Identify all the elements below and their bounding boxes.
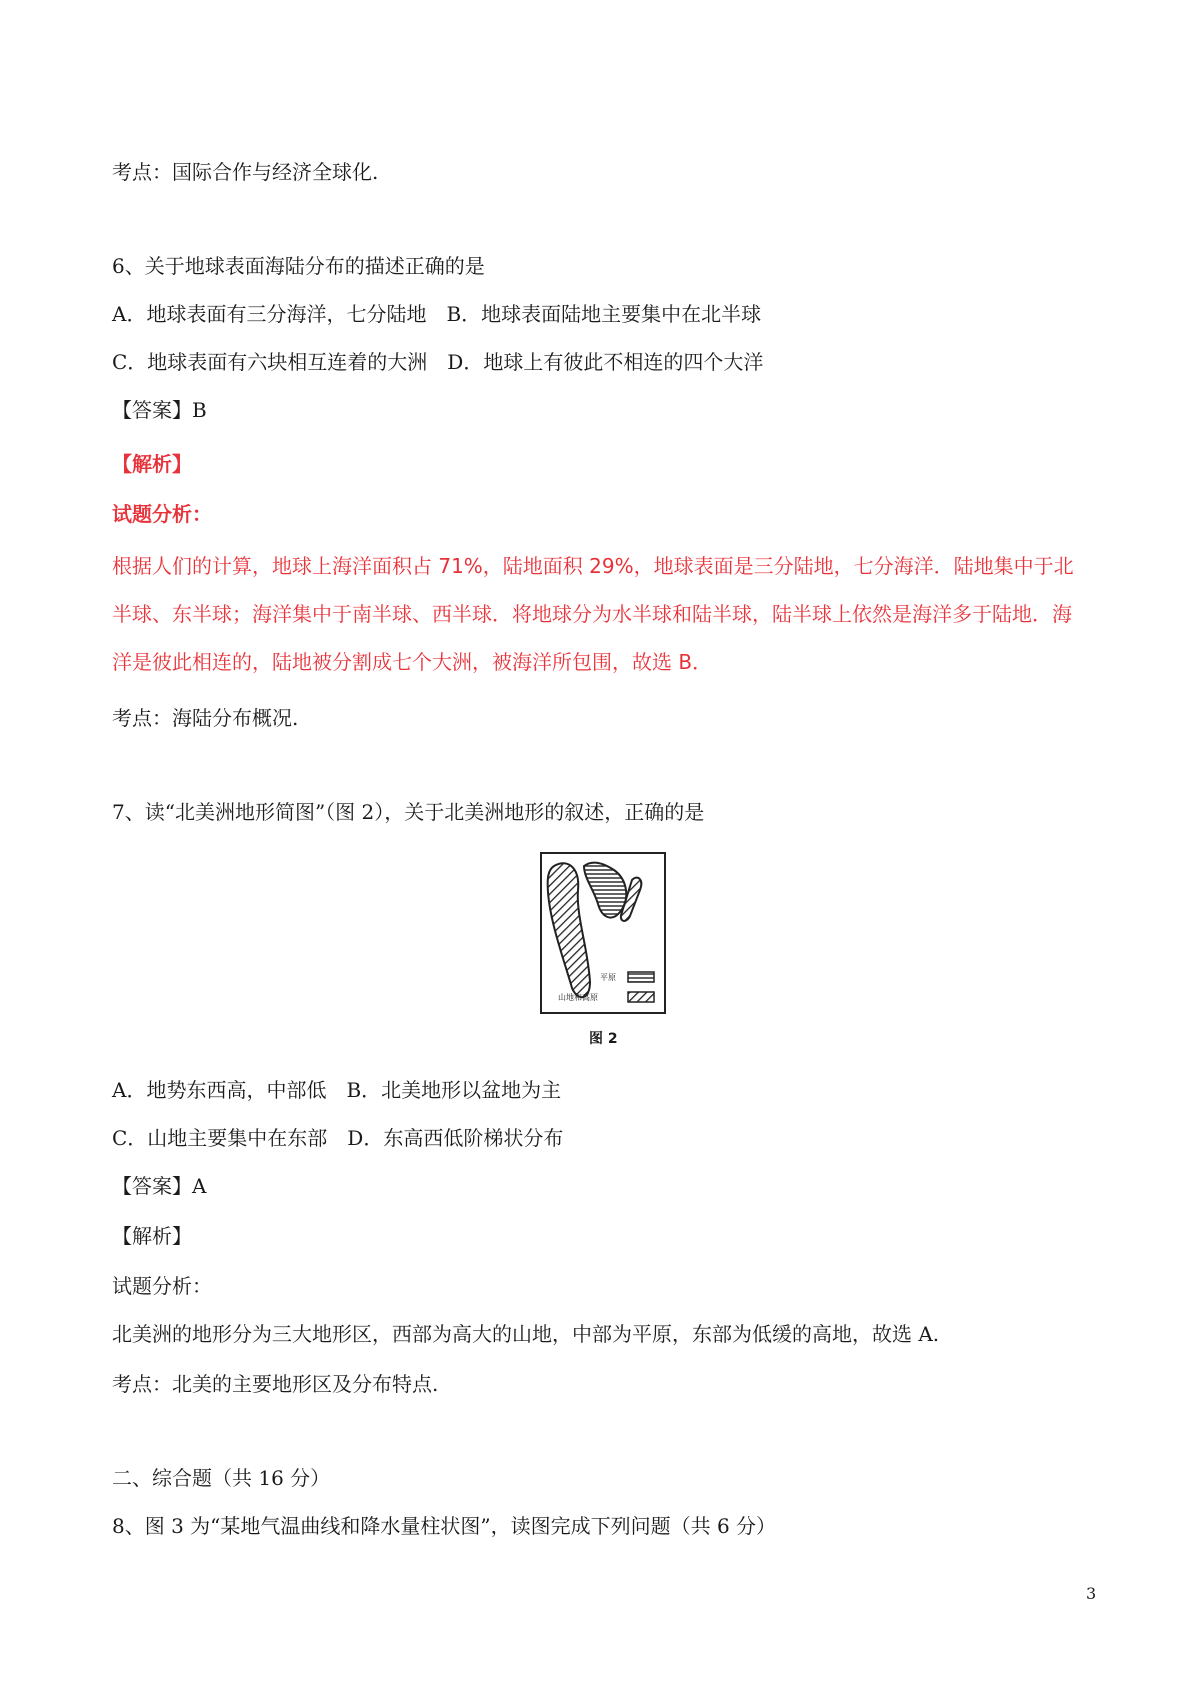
- north-america-terrain-map: [540, 852, 666, 1014]
- q6-analysis-sub: 试题分析：: [112, 502, 212, 526]
- q6-analysis-line-3: 洋是彼此相连的，陆地被分割成七个大洲，被海洋所包围，故选 B．: [112, 650, 713, 674]
- q7-answer: 【答案】A: [112, 1174, 207, 1198]
- q6-analysis-line-2: 半球、东半球；海洋集中于南半球、西半球．将地球分为水半球和陆半球，陆半球上依然是海洋多于陆地．海: [112, 602, 1072, 626]
- q7-kaodian: 考点：北美的主要地形区及分布特点.: [112, 1372, 439, 1396]
- legend-mountain-label: 山地和高原: [558, 993, 598, 1002]
- q6-analysis-label: 【解析】: [112, 452, 192, 476]
- q6-answer: 【答案】B: [112, 398, 207, 422]
- q7-analysis-label: 【解析】: [112, 1224, 192, 1248]
- question-8: 8、图 3 为“某地气温曲线和降水量柱状图”，读图完成下列问题（共 6 分）: [112, 1514, 777, 1538]
- part-two-heading: 二、综合题（共 16 分）: [112, 1466, 331, 1490]
- question-6: 6、关于地球表面海陆分布的描述正确的是: [112, 254, 485, 278]
- legend-mountain-swatch: [628, 992, 654, 1002]
- q7-options-ab: A．地势东西高，中部低 B．北美地形以盆地为主: [112, 1078, 562, 1102]
- q6-options-ab: A．地球表面有三分海洋，七分陆地 B．地球表面陆地主要集中在北半球: [112, 302, 762, 326]
- q7-analysis-sub: 试题分析：: [112, 1274, 212, 1298]
- question-7: 7、读“北美洲地形简图”（图 2），关于北美洲地形的叙述，正确的是: [112, 800, 705, 824]
- q7-options-cd: C．山地主要集中在东部 D．东高西低阶梯状分布: [112, 1126, 564, 1150]
- legend-plain-label: 平原: [600, 973, 616, 982]
- q7-analysis-text: 北美洲的地形分为三大地形区，西部为高大的山地，中部为平原，东部为低缓的高地，故选 A.: [112, 1322, 940, 1346]
- kaodian-prev: 考点：国际合作与经济全球化.: [112, 160, 379, 184]
- q6-options-cd: C．地球表面有六块相互连着的大洲 D．地球上有彼此不相连的四个大洋: [112, 350, 764, 374]
- page-number: 3: [1086, 1584, 1097, 1603]
- figure-2-caption: 图 2: [589, 1031, 618, 1047]
- q6-analysis-line-1: 根据人们的计算，地球上海洋面积占 71%，陆地面积 29%，地球表面是三分陆地，七分海洋．陆地集中于北: [112, 554, 1074, 578]
- q6-kaodian: 考点：海陆分布概况.: [112, 706, 299, 730]
- legend-plain-swatch: [628, 972, 654, 982]
